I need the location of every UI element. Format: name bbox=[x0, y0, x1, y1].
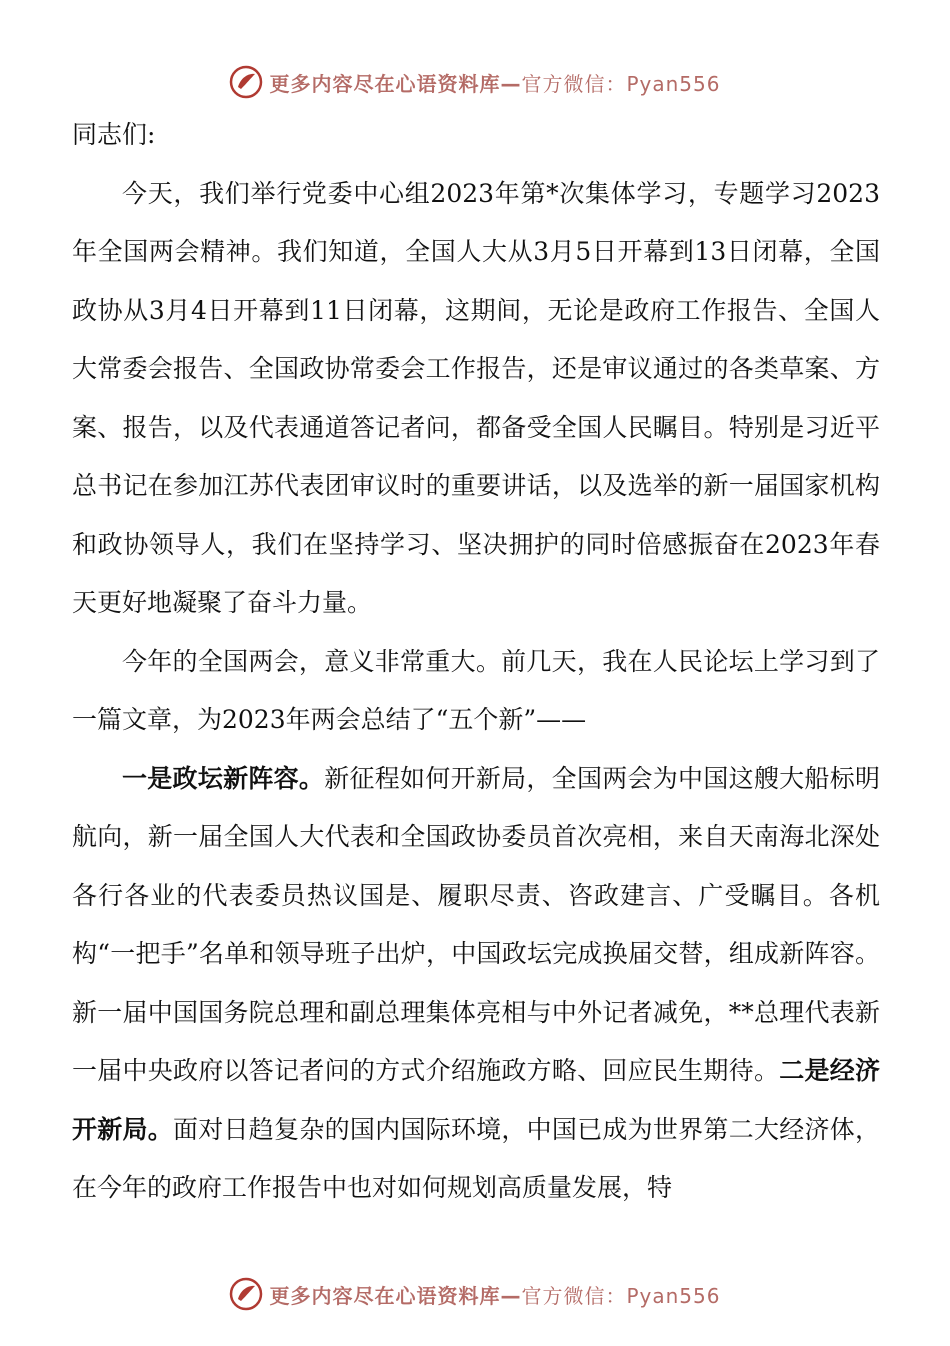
paragraph-points bbox=[72, 750, 880, 1218]
document-body bbox=[72, 106, 880, 1218]
watermark-banner-bottom bbox=[0, 1274, 950, 1314]
paragraph: 今天，我们举行党委中心组2023年第*次集体学习，专题学习2023年全国两会精神。我们知道，全国人大从3月5日开幕到13日闭幕，全国政协从3月4日开幕到11日闭幕，这期间，无论是政府工作报告、全国人大常委会报告、全国政协常委会工作报告，还是审议通过的各类草案、方案、报告，以及代表通道答记者问，都备受全国人民瞩目。特别是习近平总书记在参加江苏代表团审议时的重要讲话，以及选举的新一届国家机构和政协领导人，我们在坚持学习、坚决拥护的同时倍感振奋在2023年春天更好地凝聚了奋斗力量。 bbox=[72, 178, 880, 617]
point-text: 新征程如何开新局，全国两会为中国这艘大船标明航向，新一届全国人大代表和全国政协委员首次亮相，来自天南海北深处各行各业的代表委员热议国是、履职尽责、咨政建言、广受瞩目。各机构“一把手”名单和领导班子出炉，中国政坛完成换届交替，组成新阵容。新一届中国国务院总理和副总理集体亮相与中外记者减免，**总理代表新一届中央政府以答记者问的方式介绍施政方略、回应民生期待。 bbox=[72, 763, 880, 1085]
logo-icon bbox=[229, 1277, 263, 1311]
watermark-text: 更多内容尽在心语资料库—官方微信：Pyan556 bbox=[269, 71, 721, 96]
watermark-banner-top bbox=[0, 62, 950, 102]
salutation: 同志们: bbox=[72, 120, 156, 149]
point-heading: 一是政坛新阵容。 bbox=[122, 763, 325, 793]
watermark-text: 更多内容尽在心语资料库—官方微信：Pyan556 bbox=[269, 1283, 721, 1308]
logo-icon bbox=[229, 65, 263, 99]
point-heading: 二是经济开新局。 bbox=[72, 1056, 880, 1144]
paragraph: 今年的全国两会，意义非常重大。前几天，我在人民论坛上学习到了一篇文章，为2023年两会总结了“五个新”—— bbox=[72, 646, 880, 734]
point-text: 面对日趋复杂的国内国际环境，中国已成为世界第二大经济体，在今年的政府工作报告中也对如何规划高质量发展，特 bbox=[72, 1114, 880, 1202]
